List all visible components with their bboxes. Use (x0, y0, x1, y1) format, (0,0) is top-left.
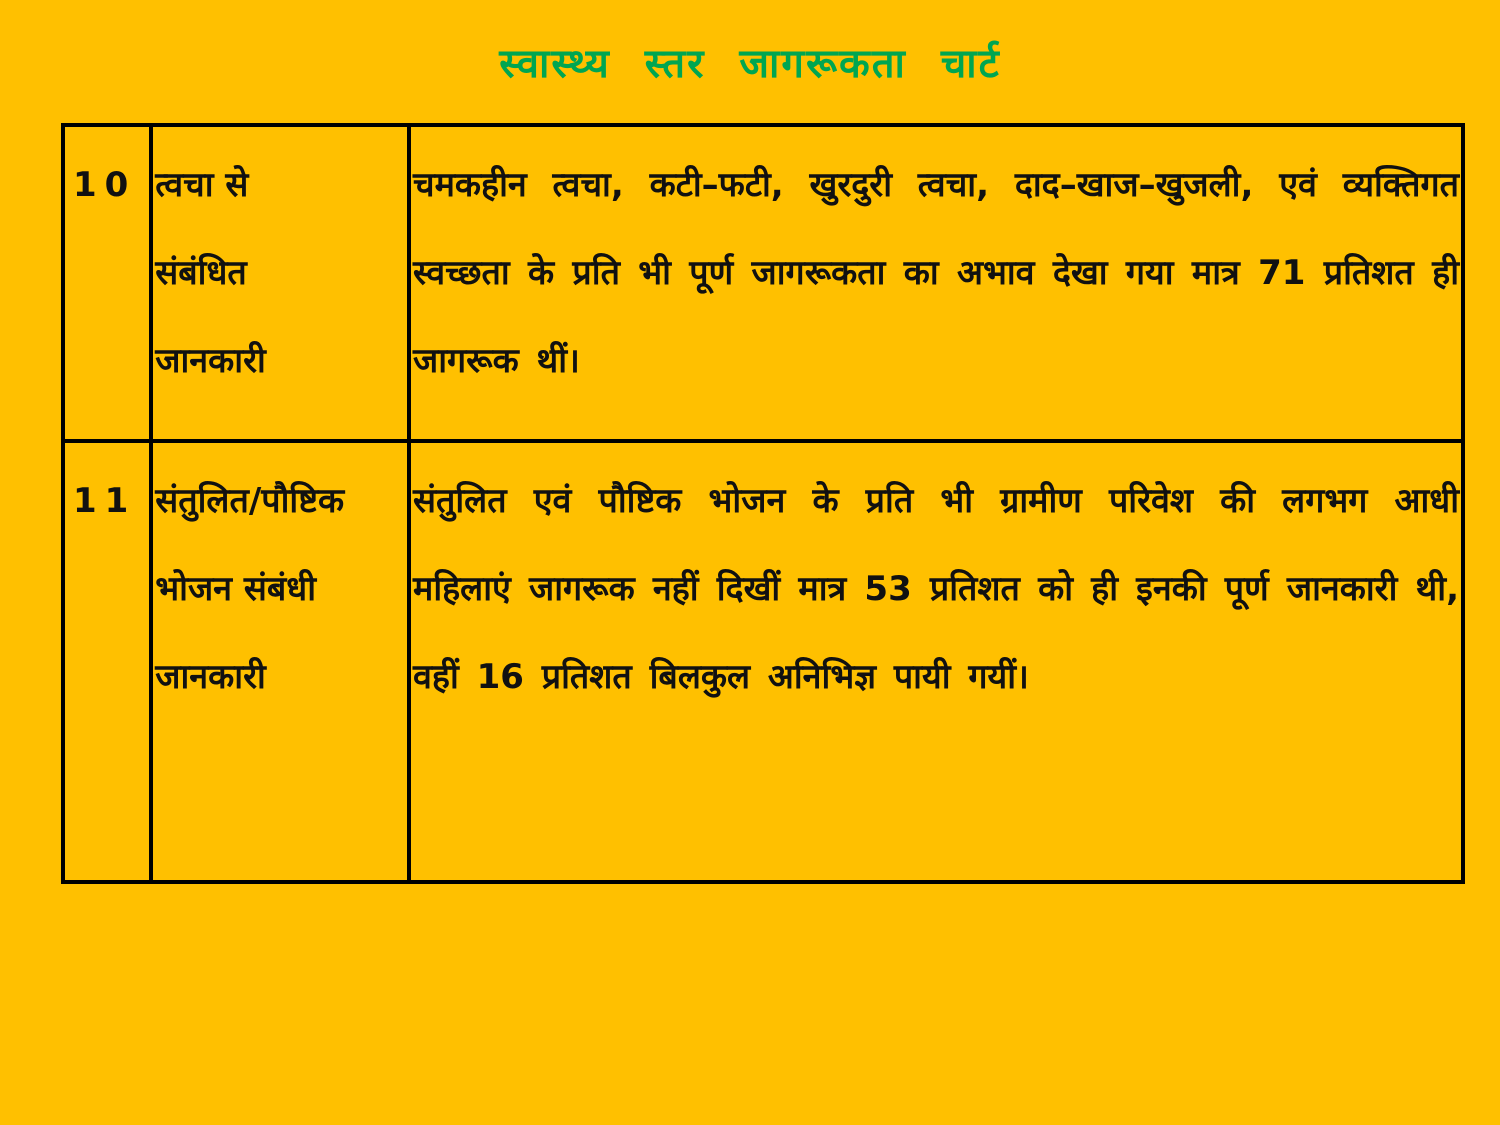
table-row (63, 441, 1463, 882)
row-topic-line: जानकारी (155, 341, 266, 381)
page-title: स्वास्थ्य स्तर जागरूकता चार्ट (499, 41, 1001, 87)
row-topic-line: जानकारी (155, 657, 266, 697)
row-topic-line: संतुलित/पौष्टिक (155, 481, 345, 521)
row-description: चमकहीन त्वचा, कटी–फटी, खुरदुरी त्वचा, दाद–खाज–खुजली, एवं व्यक्तिगत स्वच्छता के प्रति भी पूर्ण जागरूकता का अभाव देखा गया मात्र 71 प्रतिशत ही जागरूक थीं। (409, 125, 1463, 441)
row-number: 10 (63, 125, 151, 441)
table-row (63, 125, 1463, 441)
row-topic (151, 125, 409, 441)
row-topic (151, 441, 409, 882)
row-description: संतुलित एवं पौष्टिक भोजन के प्रति भी ग्रामीण परिवेश की लगभग आधी महिलाएं जागरूक नहीं दिखीं मात्र 53 प्रतिशत को ही इनकी पूर्ण जानकारी थी, वहीं 16 प्रतिशत बिलकुल अनिभिज्ञ पायी गयीं। (409, 441, 1463, 882)
awareness-table (61, 123, 1465, 884)
row-topic-line: भोजन संबंधी (155, 569, 317, 609)
row-number: 11 (63, 441, 151, 882)
row-topic-line: त्वचा से (155, 165, 249, 205)
row-topic-line: संबंधित (155, 253, 247, 293)
